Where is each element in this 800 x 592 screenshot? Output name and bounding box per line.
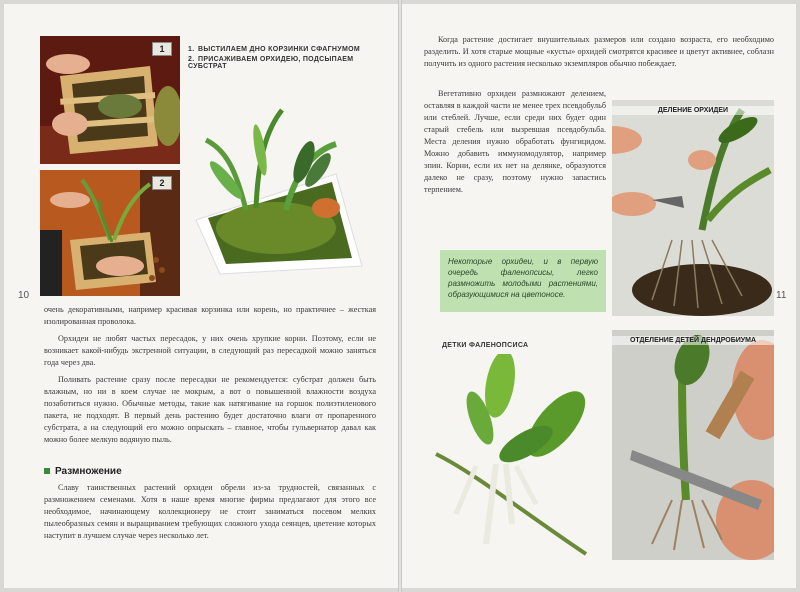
phalaenopsis-illustration xyxy=(416,354,606,564)
photo-finished-basket xyxy=(186,90,374,278)
paragraph: очень декоративными, например красивая корзинка или корень, но практичнее – жесткая изолированная проволока. xyxy=(44,305,376,326)
left-body-text xyxy=(44,304,376,451)
step-item: 2. ПРИСАЖИВАЕМ ОРХИДЕЮ, ПОДСЫПАЕМ СУБСТРАТ xyxy=(188,56,354,70)
paragraph: Славу таинственных растений орхидеи обрели из-за трудностей, связанных с размножением семенами. Хотя в наше время многие фирмы предлагают для этого все необходимое, начинающему коллекционеру не стоит заниматься посевом мелких пылеобразных семян и выращиванием требующих сложного ухода сеянцев, цветение которых наступит в лучшем случае через несколько лет. xyxy=(44,483,376,540)
photo-number-badge: 2 xyxy=(152,176,172,190)
section-title: Размножение xyxy=(44,466,122,477)
page-number-right: 11 xyxy=(776,290,787,301)
finished-basket-illustration xyxy=(186,90,374,278)
division-illustration xyxy=(612,100,774,316)
photo-step-1 xyxy=(40,36,180,164)
division-text xyxy=(424,88,606,201)
photo-dendrobium xyxy=(612,330,774,560)
left-page xyxy=(4,4,398,588)
photo-division xyxy=(612,100,774,316)
paragraph: Поливать растение сразу после пересадки не рекомендуется: субстрат должен быть влажным, но ни в коем случае не мокрым, а вот о повышенной влажности воздуха позаботиться нужно. Обычные методы, такие как натягивание на горшок полиэтиленового пакета, не подходят. В первый день растению будет достаточно влаги от пропаренного субстрата, а на следующий его можно опрыскать – главное, чтобы гульвернатор давал как можно более мелкую водяную пыль. xyxy=(44,375,376,444)
intro-text xyxy=(424,34,774,75)
caption-dendrobium: ОТДЕЛЕНИЕ ДЕТЕЙ ДЕНДРОБИУМА xyxy=(612,336,774,345)
caption-phalaenopsis: ДЕТКИ ФАЛЕНОПСИСА xyxy=(442,342,529,349)
section-body-text xyxy=(44,482,376,547)
paragraph: Когда растение достигает внушительных размеров или создано возраста, его необходимо разделить. И хотя старые мощные «кусты» орхидей смотрятся красивее и цветут активнее, соблазн получить из одного растения несколько экземпляров обычно побеждает. xyxy=(424,35,774,68)
caption-division: ДЕЛЕНИЕ ОРХИДЕИ xyxy=(612,106,774,115)
photo-step-2 xyxy=(40,170,180,296)
photo-phalaenopsis xyxy=(416,354,606,564)
photo-number-badge: 1 xyxy=(152,42,172,56)
steps-list xyxy=(188,46,388,73)
step-item: 1. ВЫСТИЛАЕМ ДНО КОРЗИНКИ СФАГНУМОМ xyxy=(188,46,360,53)
right-page xyxy=(402,4,796,588)
paragraph: Вегетативно орхидеи размножают делением, оставляя в каждой части не менее трех псевдобульб или стеблей. Лучше, если среди них будет один старый стебель или вызревшая псевдобульба. Места деления нужно обработать фунгицидом. Можно добавить иммуномодулятор, например эпин. Корни, если их нет на делянке, образуются далеко не сразу, поэтому нужно запастись терпением. xyxy=(424,89,606,194)
page-number-left: 10 xyxy=(18,290,30,301)
tip-box: Некоторые орхидеи, и в первую очередь фаленопсисы, легко размножить молодыми растениями, образующимися на цветоносе. xyxy=(440,250,606,312)
paragraph: Орхидеи не любят частых пересадок, у них очень хрупкие корни. Поэтому, если не возникает какой-нибудь экстренной ситуации, в следующий раз пересадкой можно заняться года через два. xyxy=(44,334,376,367)
dendrobium-illustration xyxy=(612,330,774,560)
